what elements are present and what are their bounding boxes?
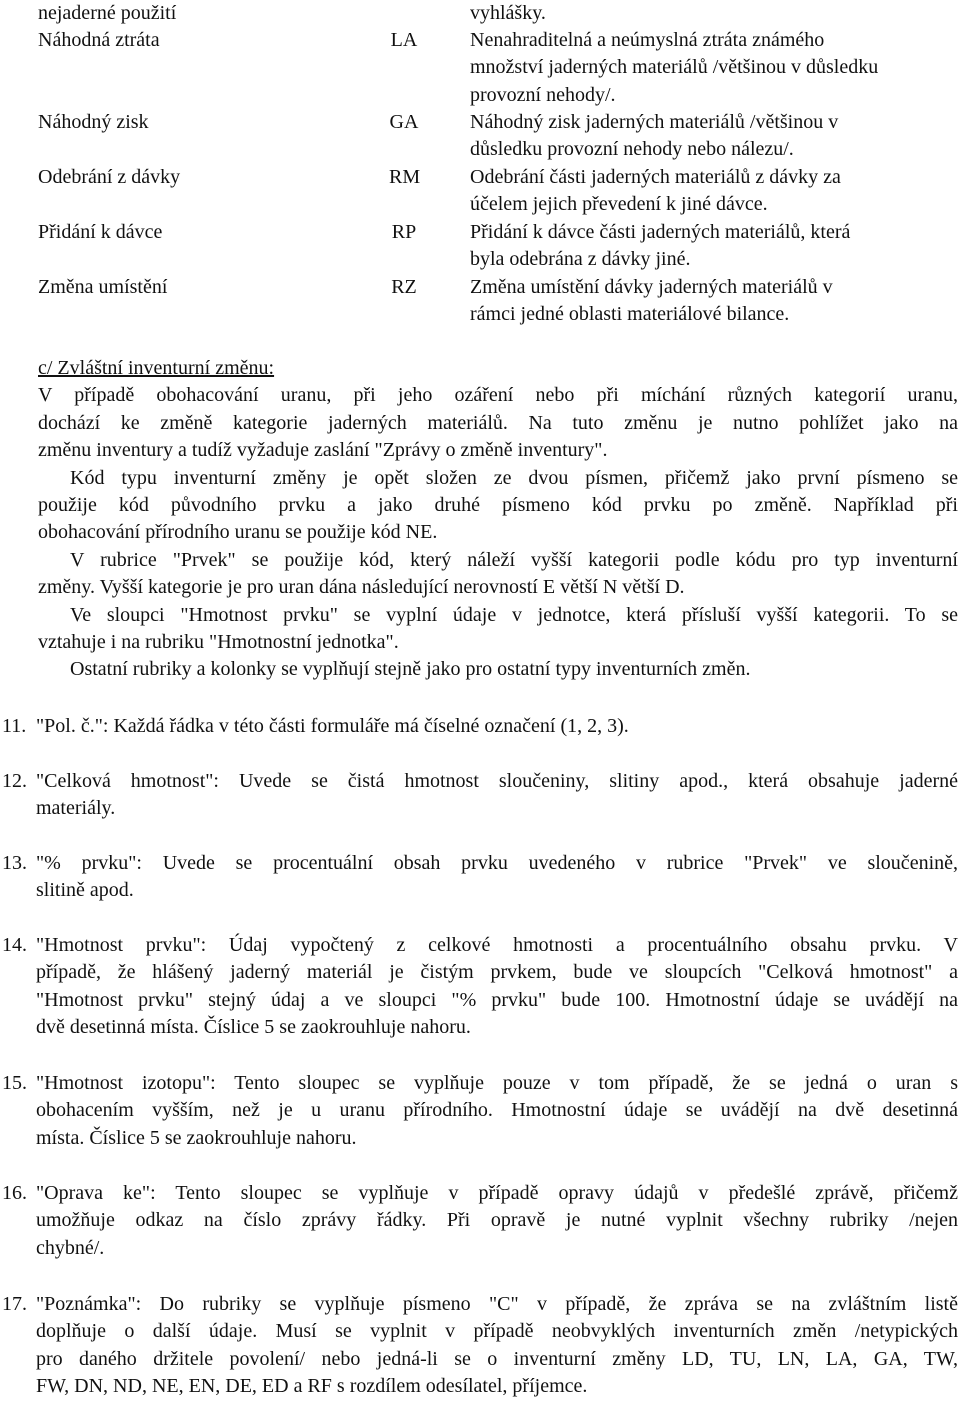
section-c [38, 355, 958, 684]
code-description-line: účelem jejich převedení k jiné dávce. [470, 193, 768, 216]
code-description-line: byla odebrána z dávky jiné. [470, 248, 691, 271]
list-item-line: slitině apod. [36, 879, 134, 902]
list-item-line: umožňuje odkaz na číslo zprávy řádky. Při opravě je nutné vyplnit všechny rubriky /nejen [36, 1209, 958, 1232]
code-term: Náhodný zisk [38, 111, 149, 133]
list-item-text [36, 932, 958, 1042]
list-item-line: "Hmotnost prvku" stejný údaj a ve sloupci "% prvku" bude 100. Hmotnostní údaje se uvádějí na [36, 988, 958, 1011]
paragraph-line: vztahuje i na rubriku "Hmotnostní jednotka". [38, 630, 399, 653]
list-item-line: "Hmotnost izotopu": Tento sloupec se vyplňuje pouze v tom případě, že se jedná o uran s [36, 1072, 958, 1094]
list-item-line: "Pol. č.": Každá řádka v této části formuláře má číselné označení (1, 2, 3). [36, 715, 629, 737]
list-item-line: chybné/. [36, 1236, 105, 1259]
list-item-line: dvě desetinná místa. Číslice 5 se zaokrouhluje nahoru. [36, 1016, 471, 1039]
code-term: Odebrání z dávky [38, 166, 181, 188]
list-item-line: "% prvku": Uvede se procentuální obsah prvku uvedeného v rubrice "Prvek" ve sloučenině, [36, 852, 958, 874]
code-description [470, 109, 948, 164]
list-item-text [36, 1180, 958, 1262]
list-item-line: "Hmotnost prvku": Údaj vypočtený z celkové hmotnosti a procentuálního obsahu prvku. V [36, 934, 958, 956]
list-item-line: místa. Číslice 5 se zaokrouhluje nahoru. [36, 1126, 357, 1149]
code-description [470, 27, 948, 109]
paragraph-line: Ve sloupci "Hmotnost prvku" se vyplní údaje v jednotce, která přísluší vyšší kategorii. To se [70, 603, 958, 626]
code-description-line: Náhodný zisk jaderných materiálů /většinou v [470, 111, 839, 133]
list-item-line: materiály. [36, 797, 116, 820]
code-description-line: Odebrání části jaderných materiálů z dávky za [470, 166, 841, 188]
code-description-line: Přidání k dávce části jaderných materiálů, která [470, 221, 851, 243]
code-abbrev: LA [390, 29, 418, 51]
code-description-line: množství jaderných materiálů /většinou v důsledku [470, 56, 879, 79]
code-term: Přidání k dávce [38, 221, 163, 243]
list-item-text [36, 1291, 958, 1401]
list-item-text [36, 768, 958, 823]
paragraph-line: změnu inventury a tudíž vyžaduje zaslání "Zprávy o změně inventury". [38, 439, 608, 462]
code-term: nejaderné použití [38, 2, 177, 24]
list-item-line: "Poznámka": Do rubriky se vyplňuje písmeno "C" v případě, že zpráva se na zvláštním listě [36, 1293, 958, 1315]
code-abbrev: GA [389, 111, 419, 133]
code-abbrev: RM [389, 166, 421, 188]
code-term: Změna umístění [38, 276, 168, 298]
paragraph-line: V rubrice "Prvek" se použije kód, který náleží vyšší kategorii podle kódu pro typ inventurní [70, 548, 958, 571]
list-item-line: FW, DN, ND, NE, EN, DE, ED a RF s rozdílem odesílatel, příjemce. [36, 1375, 588, 1398]
paragraph-line: použije kód původního prvku a jako druhé písmeno kód prvku po změně. Například při [38, 493, 958, 516]
code-term: Náhodná ztráta [38, 29, 160, 51]
code-description-line: rámci jedné oblasti materiálové bilance. [470, 303, 790, 326]
list-item-text [36, 1070, 958, 1152]
paragraph-line: změny. Vyšší kategorie je pro uran dána následující nerovností E větší N větší D. [38, 576, 685, 599]
list-item-number: 17. [2, 1293, 27, 1315]
paragraph-line: obohacování přírodního uranu se použije kód NE. [38, 521, 438, 544]
paragraph-line: V případě obohacování uranu, při jeho ozáření nebo při míchání různých kategorií uranu, [38, 384, 958, 407]
paragraph-line: dochází ke změně kategorie jaderných materiálů. Na tuto změnu je nutno pohlížet jako na [38, 411, 958, 434]
paragraph-line: Ostatní rubriky a kolonky se vyplňují stejně jako pro ostatní typy inventurních změn. [70, 658, 751, 681]
list-item-number: 11. [2, 715, 27, 737]
list-item-number: 13. [2, 852, 27, 874]
code-description-line: Změna umístění dávky jaderných materiálů v [470, 276, 833, 298]
list-item-number: 15. [2, 1072, 27, 1094]
list-item-line: "Oprava ke": Tento sloupec se vyplňuje v případě opravy údajů v předešlé zprávě, přičemž [36, 1182, 958, 1204]
list-item-line: doplňuje o další údaje. Musí se vyplnit v případě neobvyklých inventurních změn /netypických [36, 1320, 958, 1343]
list-item-number: 16. [2, 1182, 27, 1204]
list-item-text [36, 713, 958, 740]
code-description-line: vyhlášky. [470, 2, 546, 24]
list-item-line: "Celková hmotnost": Uvede se čistá hmotnost sloučeniny, slitiny apod., která obsahuje jaderné [36, 770, 958, 792]
list-item-line: případě, že hlášený jaderný materiál je čistým prvkem, bude ve sloupcích "Celková hmotnost" a [36, 961, 958, 984]
code-description-line: důsledku provozní nehody nebo nálezu/. [470, 138, 794, 161]
list-item-text [36, 850, 958, 905]
section-heading: c/ Zvláštní inventurní změnu: [38, 357, 275, 379]
code-abbrev: RZ [391, 276, 417, 298]
list-item-number: 12. [2, 770, 27, 792]
code-description-line: provozní nehody/. [470, 83, 616, 106]
code-description [470, 0, 948, 27]
code-description [470, 274, 948, 329]
list-item-line: obohacením vyšším, než je u uranu přírodního. Hmotnostní údaje se uvádějí na dvě desetinná [36, 1099, 958, 1122]
list-item-line: pro daného držitele povolení/ nebo jedná-li se o inventurní změny LD, TU, LN, LA, GA, TW, [36, 1347, 958, 1370]
code-description [470, 164, 948, 219]
paragraph-line: Kód typu inventurní změny je opět složen ze dvou písmen, přičemž jako první písmeno se [70, 466, 958, 489]
list-item-number: 14. [2, 934, 27, 956]
code-description [470, 219, 948, 274]
code-description-line: Nenahraditelná a neúmyslná ztráta známého [470, 29, 825, 51]
code-abbrev: RP [391, 221, 417, 243]
